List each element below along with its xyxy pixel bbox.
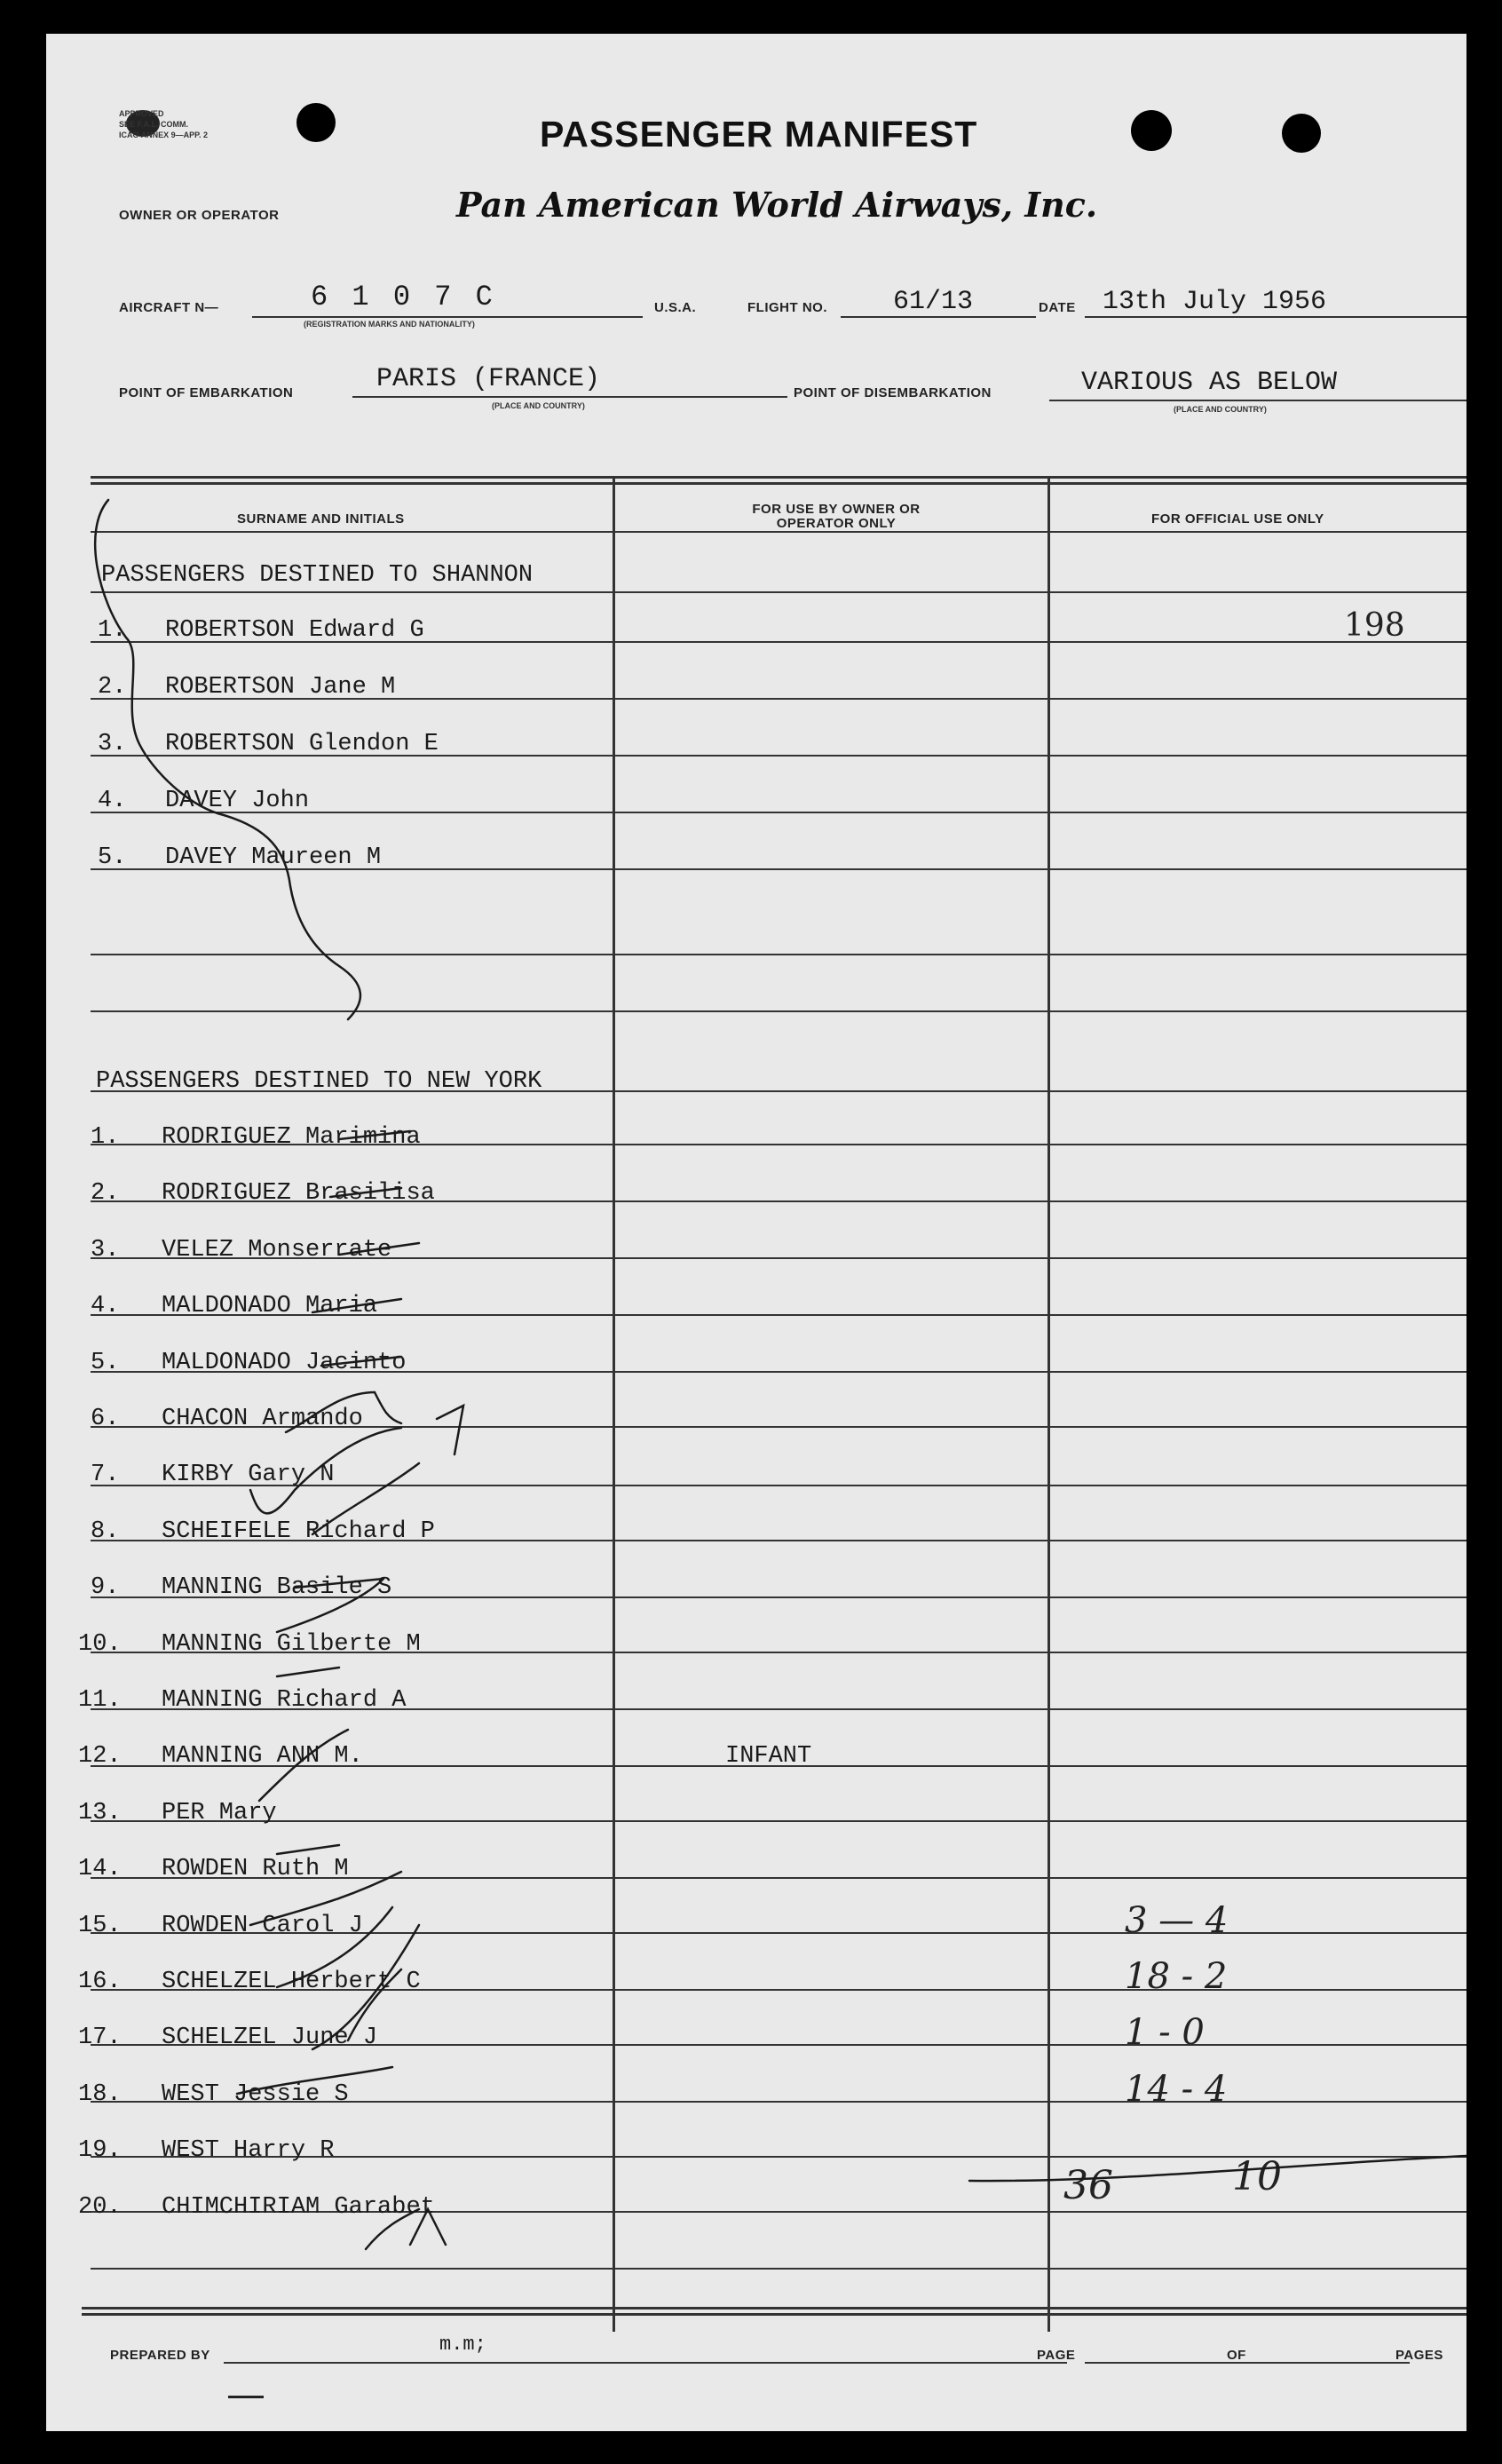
pen-stroke <box>312 1299 401 1312</box>
passenger-name: MANNING ANN M. <box>162 1743 363 1770</box>
pen-stroke <box>348 1969 401 2040</box>
of-label: OF <box>1227 2348 1246 2363</box>
passenger-name: MANNING Gilberte M <box>162 1631 421 1658</box>
row-number: 3. <box>91 1237 120 1264</box>
owner-note: INFANT <box>725 1743 812 1770</box>
passenger-name: SCHEIFELE Richard P <box>162 1518 435 1545</box>
passenger-name: KIRBY Gary N <box>162 1462 335 1488</box>
embark-value: PARIS (FRANCE) <box>376 364 601 394</box>
pen-stroke <box>312 1925 419 2049</box>
manifest-page <box>46 34 1466 2431</box>
passenger-name: MANNING Basile S <box>162 1574 392 1601</box>
passenger-name: MALDONADO Jacinto <box>162 1350 407 1376</box>
row-number: 14. <box>78 1856 122 1882</box>
total-right: 10 <box>1232 2154 1282 2199</box>
row-number: 1. <box>91 1124 120 1151</box>
row-number: 12. <box>78 1743 122 1770</box>
passenger-name: CHACON Armando <box>162 1406 363 1432</box>
pen-stroke <box>277 1668 339 1676</box>
pen-stroke <box>277 1907 392 1987</box>
pen-stroke <box>339 1131 410 1139</box>
pages-label: PAGES <box>1395 2348 1443 2363</box>
row-number: 4. <box>98 788 127 814</box>
row-number: 7. <box>91 1462 120 1488</box>
pen-stroke <box>250 1872 401 1925</box>
pen-stroke <box>286 1392 375 1432</box>
official-note: 14 - 4 <box>1125 2069 1228 2110</box>
passenger-name: WEST Harry R <box>162 2137 335 2164</box>
pen-stroke <box>410 2209 446 2245</box>
pen-stroke <box>277 1845 339 1854</box>
passenger-name: CHIMCHIRIAM Garabet <box>162 2194 435 2221</box>
passenger-name: SCHELZEL June J <box>162 2024 378 2051</box>
row-number: 5. <box>98 844 127 871</box>
disembark-label: POINT OF DISEMBARKATION <box>794 385 992 400</box>
embark-caption: (PLACE AND COUNTRY) <box>492 401 585 410</box>
passenger-name: PER Mary <box>162 1800 277 1826</box>
page-label: PAGE <box>1037 2348 1076 2363</box>
pen-stroke <box>250 1428 401 1513</box>
stamp-line: APPROVED <box>119 109 164 118</box>
pen-stroke <box>259 1730 348 1801</box>
row-number: 8. <box>91 1518 120 1545</box>
row-number: 18. <box>78 2081 122 2108</box>
pen-stroke <box>312 1463 419 1534</box>
passenger-name: DAVEY John <box>165 788 310 814</box>
row-number: 15. <box>78 1913 122 1939</box>
row-number: 19. <box>78 2137 122 2164</box>
row-number: 17. <box>78 2024 122 2051</box>
passenger-name: ROBERTSON Jane M <box>165 674 396 701</box>
passenger-name: ROBERTSON Edward G <box>165 617 424 644</box>
column-header-owner-use: FOR USE BY OWNER OR OPERATOR ONLY <box>752 502 921 531</box>
prepared-by-value: m.m; <box>439 2333 486 2356</box>
date-label: DATE <box>1039 300 1076 315</box>
row-number: 4. <box>91 1293 120 1319</box>
passenger-name: SCHELZEL Herbert C <box>162 1969 421 1995</box>
column-header-surname: SURNAME AND INITIALS <box>237 511 405 527</box>
row-number: 6. <box>91 1406 120 1432</box>
row-number: 16. <box>78 1969 122 1995</box>
row-number: 3. <box>98 731 127 757</box>
pen-stroke <box>339 1243 419 1255</box>
stamp-line: SEE F.A.L. COMM. <box>119 120 189 129</box>
disembark-value: VARIOUS AS BELOW <box>1081 368 1338 398</box>
passenger-name: MANNING Richard A <box>162 1687 407 1714</box>
passenger-name: RODRIGUEZ Marimina <box>162 1124 421 1151</box>
shannon-heading: PASSENGERS DESTINED TO SHANNON <box>101 562 534 589</box>
passenger-name: DAVEY Maureen M <box>165 844 382 871</box>
pen-marks <box>46 34 1466 2431</box>
pen-stroke <box>969 2156 1466 2181</box>
row-number: 2. <box>98 674 127 701</box>
official-note: 1 - 0 <box>1125 2012 1205 2053</box>
row-number: 11. <box>78 1687 122 1714</box>
row-number: 9. <box>91 1574 120 1601</box>
prepared-by-label: PREPARED BY <box>110 2348 210 2363</box>
date-value: 13th July 1956 <box>1103 287 1327 317</box>
passenger-name: ROBERTSON Glendon E <box>165 731 439 757</box>
pen-stroke <box>277 1579 383 1632</box>
row-number: 20. <box>78 2194 122 2221</box>
pen-stroke <box>375 1392 401 1423</box>
pen-stroke <box>437 1406 463 1454</box>
operator-name: Pan American World Airways, Inc. <box>456 185 1098 225</box>
flight-value: 61/13 <box>893 287 974 317</box>
passenger-name: ROWDEN Ruth M <box>162 1856 349 1882</box>
flight-label: FLIGHT NO. <box>747 300 827 315</box>
passenger-name: RODRIGUEZ Brasilisa <box>162 1180 435 1207</box>
pen-stroke <box>237 2067 392 2094</box>
newyork-heading: PASSENGERS DESTINED TO NEW YORK <box>96 1068 542 1095</box>
aircraft-caption: (REGISTRATION MARKS AND NATIONALITY) <box>304 320 475 329</box>
stamp-line: ICAO ANNEX 9—APP. 2 <box>119 131 209 139</box>
total-left: 36 <box>1063 2163 1113 2208</box>
passenger-name: MALDONADO Maria <box>162 1293 378 1319</box>
official-note: 18 - 2 <box>1125 1956 1228 1997</box>
row-number: 2. <box>91 1180 120 1207</box>
aircraft-label: AIRCRAFT N— <box>119 300 219 315</box>
pen-stroke <box>330 1188 401 1197</box>
official-note: 3 — 4 <box>1125 1900 1229 1941</box>
passenger-name: WEST Jessie S <box>162 2081 349 2108</box>
pen-stroke <box>95 500 360 1019</box>
row-number: 10. <box>78 1631 122 1658</box>
page-title: PASSENGER MANIFEST <box>540 114 978 154</box>
row-number: 5. <box>91 1350 120 1376</box>
passenger-name: VELEZ Monserrate <box>162 1237 392 1264</box>
row-number: 1. <box>98 617 127 644</box>
row-number: 13. <box>78 1800 122 1826</box>
usa-label: U.S.A. <box>654 300 697 315</box>
passenger-name: ROWDEN Carol J <box>162 1913 363 1939</box>
pen-stroke <box>295 1579 383 1588</box>
pen-stroke <box>321 1357 401 1366</box>
owner-label: OWNER OR OPERATOR <box>119 208 280 223</box>
disembark-caption: (PLACE AND COUNTRY) <box>1174 405 1267 414</box>
column-header-official-use: FOR OFFICIAL USE ONLY <box>1151 511 1324 527</box>
aircraft-value: 6 1 0 7 C <box>311 281 496 313</box>
official-note: 198 <box>1344 607 1405 644</box>
embark-label: POINT OF EMBARKATION <box>119 385 294 400</box>
